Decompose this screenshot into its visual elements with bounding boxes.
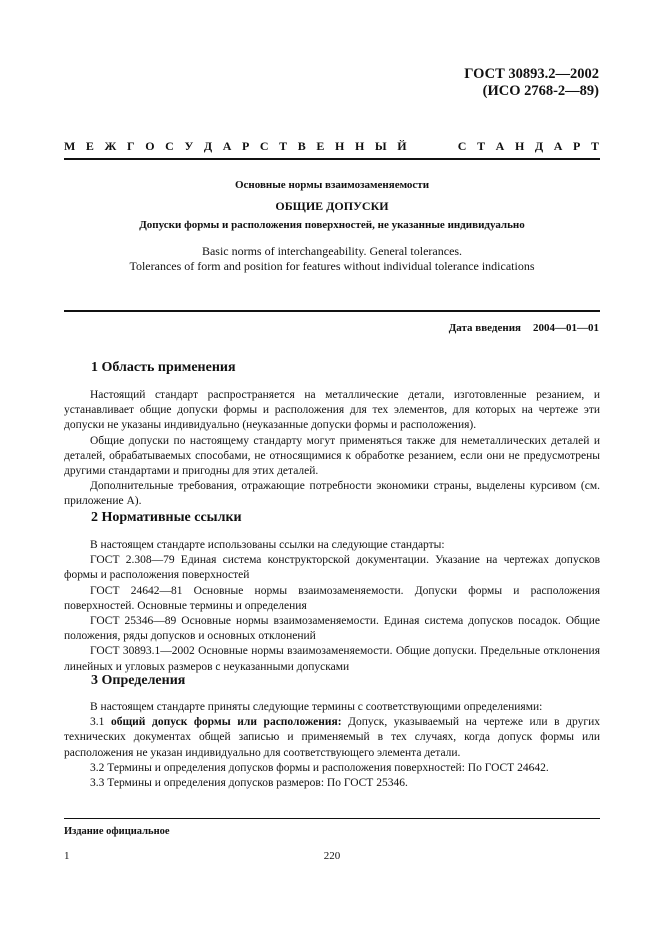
definition-text: Допуск, указываемый на чертеже или в других технических документах общей записью и применяемый в тех случаях, когда допуск формы или расположения не указан индивидуально для соответствующего элемента детали. bbox=[64, 716, 600, 759]
section-1-heading: 1 Область применения bbox=[91, 360, 236, 375]
banner-letter: О bbox=[145, 139, 155, 153]
banner-letter: С bbox=[165, 139, 174, 153]
banner-letter: У bbox=[184, 139, 194, 153]
banner-letter: Й bbox=[397, 139, 407, 153]
paragraph: В настоящем стандарте использованы ссылки на следующие стандарты: bbox=[90, 539, 445, 551]
banner-letter: Ж bbox=[104, 139, 117, 153]
banner-letter: Т bbox=[477, 139, 486, 153]
banner-letter: С bbox=[259, 139, 269, 153]
banner-letter: Т bbox=[590, 139, 599, 153]
banner-letter: В bbox=[297, 139, 306, 153]
banner-letter: Е bbox=[85, 139, 94, 153]
banner-letter: Д bbox=[203, 139, 213, 153]
banner-letter: Р bbox=[241, 139, 250, 153]
paragraph: Общие допуски по настоящему стандарту могут применяться также для неметаллических деталей и деталей, обрабатываемых способами, не относящимися к обработке резанием, если они не предусмотрены другими стандартами и пригодны для этих деталей. bbox=[64, 434, 600, 478]
banner-letter: Т bbox=[279, 139, 288, 153]
banner-letter: Д bbox=[534, 139, 544, 153]
paragraph: Настоящий стандарт распространяется на металлические детали, изготовленные резанием, и устанавливает общие допуски формы и расположения для тех элементов, для которых на чертеже эти допуски не указаны индивидуально (неуказанные допуски формы и расположения). bbox=[64, 389, 600, 432]
banner-letter: Н bbox=[354, 139, 365, 153]
reference-item: ГОСТ 30893.1—2002 Основные нормы взаимозаменяемости. Общие допуски. Предельные отклонения линейных и угловых размеров с неуказанными допусками bbox=[64, 645, 600, 673]
banner-letter: Ы bbox=[374, 139, 387, 153]
banner-letter: А bbox=[222, 139, 232, 153]
official-edition-label: Издание официальное bbox=[64, 826, 170, 837]
paragraph: В настоящем стандарте приняты следующие термины с соответствующими определениями: bbox=[90, 701, 543, 713]
definition-term: общий допуск формы или расположения: bbox=[110, 716, 342, 729]
iso-number: (ИСО 2768-2—89) bbox=[482, 83, 599, 99]
banner-letter: А bbox=[553, 139, 563, 153]
page-number: 220 bbox=[323, 850, 341, 862]
definition-item: 3.3 Термины и определения допусков размеров: По ГОСТ 25346. bbox=[90, 777, 408, 790]
definition-number: 3.1 bbox=[90, 716, 111, 729]
effective-date-value: 2004—01—01 bbox=[533, 322, 599, 334]
section-2-body bbox=[64, 538, 600, 675]
definition-item bbox=[64, 715, 600, 761]
reference-item: ГОСТ 24642—81 Основные нормы взаимозаменяемости. Допуски формы и расположения поверхностей. Основные термины и определения bbox=[64, 584, 600, 612]
english-title-line1: Basic norms of interchangeability. General tolerances. bbox=[201, 244, 463, 258]
section-1-body bbox=[64, 388, 600, 510]
top-rule bbox=[64, 158, 600, 160]
banner-letter: Н bbox=[514, 139, 525, 153]
banner-letter: М bbox=[64, 139, 76, 153]
effective-date bbox=[449, 322, 599, 334]
document-designation bbox=[464, 66, 599, 100]
banner-letter: Г bbox=[127, 139, 135, 153]
sheet-number: 1 bbox=[64, 850, 70, 862]
paragraph: Дополнительные требования, отражающие потребности экономики страны, выделены курсивом (см. приложение А). bbox=[64, 480, 600, 508]
gost-number: ГОСТ 30893.2—2002 bbox=[464, 66, 599, 82]
banner-letter: Р bbox=[573, 139, 581, 153]
reference-item: ГОСТ 25346—89 Основные нормы взаимозаменяемости. Единая система допусков посадок. Общие положения, ряды допусков и основных отклонений bbox=[64, 615, 600, 643]
title-rule bbox=[64, 310, 600, 312]
banner-letter: Е bbox=[316, 139, 325, 153]
banner-letter: С bbox=[457, 139, 467, 153]
banner-letter: А bbox=[495, 139, 505, 153]
banner-letter: Н bbox=[335, 139, 345, 153]
english-title bbox=[64, 244, 600, 274]
effective-date-label: Дата введения bbox=[448, 322, 521, 334]
section-2-heading: 2 Нормативные ссылки bbox=[91, 510, 242, 525]
reference-item: ГОСТ 2.308—79 Единая система конструкторской документации. Указание на чертежах допусков формы и расположения поверхностей bbox=[64, 554, 600, 582]
title-sub: Допуски формы и расположения поверхностей, не указанные индивидуально bbox=[139, 219, 525, 231]
interstate-standard-banner bbox=[64, 139, 599, 154]
english-title-line2: Tolerances of form and position for features without individual tolerance indications bbox=[129, 259, 535, 273]
title-main: ОБЩИЕ ДОПУСКИ bbox=[275, 199, 389, 213]
definition-item: 3.2 Термины и определения допусков формы и расположения поверхностей: По ГОСТ 24642. bbox=[90, 761, 549, 774]
section-3-heading: 3 Определения bbox=[91, 673, 186, 688]
banner-gap bbox=[417, 139, 447, 154]
footer-rule bbox=[64, 818, 600, 819]
title-group: Основные нормы взаимозаменяемости bbox=[234, 179, 430, 191]
section-3-body bbox=[64, 700, 600, 791]
